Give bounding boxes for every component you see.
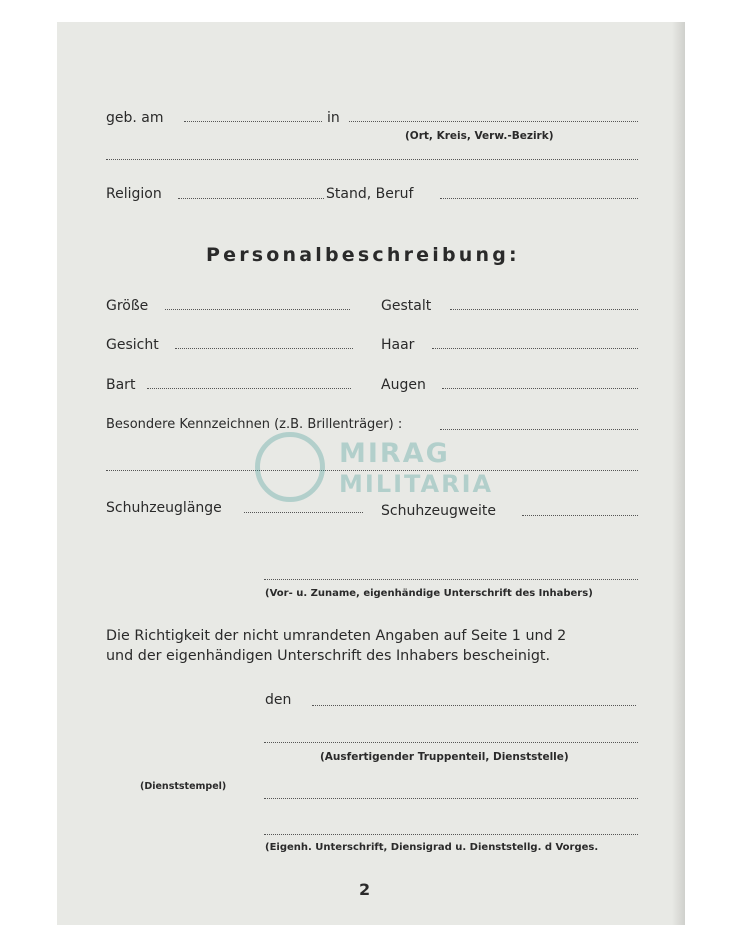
watermark-line1: MIRAG xyxy=(339,438,450,469)
label-face: Gesicht xyxy=(106,337,159,353)
page-number: 2 xyxy=(359,880,371,899)
label-service-stamp: (Dienststempel) xyxy=(140,781,227,792)
field-shoe-length[interactable] xyxy=(244,512,363,513)
hint-issuing-unit: (Ausfertigender Truppenteil, Dienststelle) xyxy=(320,751,569,763)
watermark-circle-icon xyxy=(255,432,325,502)
field-birthplace-extra[interactable] xyxy=(106,159,638,160)
field-hair[interactable] xyxy=(432,348,638,349)
label-religion: Religion xyxy=(106,186,162,202)
label-eyes: Augen xyxy=(381,377,426,393)
field-holder-signature[interactable] xyxy=(264,579,638,580)
label-special-marks: Besondere Kennzeichnen (z.B. Brillenträger) : xyxy=(106,417,403,432)
field-shoe-width[interactable] xyxy=(522,515,638,516)
field-status[interactable] xyxy=(440,198,638,199)
field-height[interactable] xyxy=(165,309,350,310)
field-issuing-unit[interactable] xyxy=(264,742,638,743)
field-religion[interactable] xyxy=(178,198,324,199)
field-service-stamp-line[interactable] xyxy=(264,798,638,799)
label-beard: Bart xyxy=(106,377,136,393)
field-special-marks[interactable] xyxy=(440,429,638,430)
field-build[interactable] xyxy=(450,309,638,310)
page-edge-shadow xyxy=(672,22,685,925)
label-hair: Haar xyxy=(381,337,415,353)
label-in: in xyxy=(327,110,340,126)
label-build: Gestalt xyxy=(381,298,432,314)
field-face[interactable] xyxy=(175,348,353,349)
label-status: Stand, Beruf xyxy=(326,186,414,202)
label-shoe-length: Schuhzeuglänge xyxy=(106,500,222,516)
label-shoe-width: Schuhzeugweite xyxy=(381,503,496,519)
field-birthplace[interactable] xyxy=(349,121,638,122)
hint-officer-signature: (Eigenh. Unterschrift, Diensigrad u. Dienststellg. d Vorges. xyxy=(265,842,599,853)
section-heading: Personalbeschreibung: xyxy=(206,244,520,266)
watermark-line2: MILITARIA xyxy=(339,470,494,498)
certification-line2: und der eigenhändigen Unterschrift des Inhabers bescheinigt. xyxy=(106,648,551,664)
field-eyes[interactable] xyxy=(442,388,638,389)
field-officer-signature[interactable] xyxy=(264,834,638,835)
field-date[interactable] xyxy=(312,705,636,706)
hint-holder-signature: (Vor- u. Zuname, eigenhändige Unterschrift des Inhabers) xyxy=(265,588,593,599)
field-born-on[interactable] xyxy=(184,121,322,122)
label-den: den xyxy=(265,692,292,708)
hint-birthplace: (Ort, Kreis, Verw.-Bezirk) xyxy=(405,130,554,142)
label-born-on: geb. am xyxy=(106,110,164,126)
label-height: Größe xyxy=(106,298,149,314)
certification-line1: Die Richtigkeit der nicht umrandeten Angaben auf Seite 1 und 2 xyxy=(106,628,567,644)
field-beard[interactable] xyxy=(147,388,351,389)
